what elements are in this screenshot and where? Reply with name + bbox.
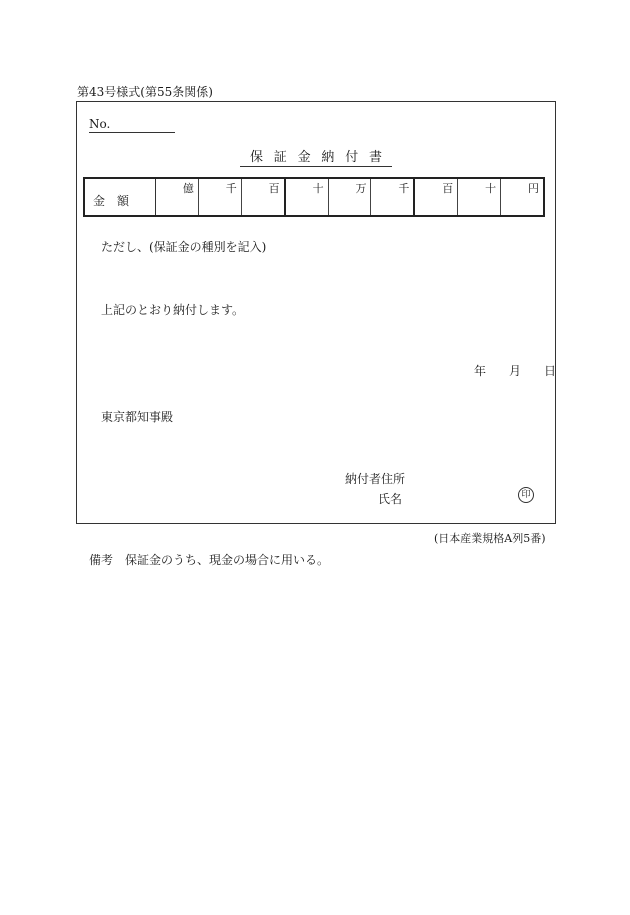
digit-unit-label: 億: [182, 182, 194, 195]
digit-unit-label: 十: [312, 182, 324, 195]
digit-unit-label: 万: [355, 182, 367, 195]
digit-unit-label: 百: [268, 182, 280, 195]
remarks-text: 保証金のうち、現金の場合に用いる。: [125, 553, 330, 567]
document-title: [240, 146, 392, 167]
date-day-label: 日: [543, 364, 556, 378]
date-year-label: 年: [474, 364, 487, 378]
amount-digit-cell[interactable]: [415, 179, 458, 215]
amount-label: [85, 179, 156, 215]
digit-unit-label: 千: [398, 182, 410, 195]
title-char: 書: [368, 150, 382, 165]
title-char: 付: [345, 150, 359, 165]
amount-digit-cell[interactable]: [199, 179, 242, 215]
amount-digit-cell[interactable]: [371, 179, 415, 215]
amount-digit-cell[interactable]: [242, 179, 286, 215]
title-char: 納: [321, 150, 335, 165]
remarks: [89, 551, 329, 568]
amount-table: [83, 177, 545, 217]
form-caption: 第43号様式(第55条関係): [77, 85, 213, 99]
addressee: 東京都知事殿: [101, 410, 174, 424]
payer-address-label: 納付者住所: [345, 472, 406, 486]
payer-name-label: 氏名: [378, 492, 403, 506]
digit-unit-label: 円: [528, 182, 540, 195]
paper-standard-note: (日本産業規格A列5番): [434, 532, 546, 545]
title-char: 証: [273, 150, 287, 165]
amount-label-char: 額: [116, 193, 129, 208]
title-char: 金: [297, 150, 311, 165]
title-char: 保: [250, 150, 264, 165]
date-month-label: 月: [508, 364, 521, 378]
payment-statement: 上記のとおり納付します。: [101, 303, 245, 317]
amount-digit-cell[interactable]: [156, 179, 199, 215]
amount-digit-cell[interactable]: [286, 179, 329, 215]
digit-unit-label: 百: [442, 182, 454, 195]
deposit-type-line: ただし、(保証金の種別を記入): [101, 240, 267, 254]
document-number-label: No.: [89, 117, 175, 133]
digit-unit-label: 十: [485, 182, 497, 195]
amount-digit-cell[interactable]: [458, 179, 501, 215]
amount-digit-cell[interactable]: [329, 179, 372, 215]
amount-label-char: 金: [93, 193, 106, 208]
seal-mark: 印: [518, 487, 534, 503]
amount-digit-cell[interactable]: [501, 179, 543, 215]
digit-unit-label: 千: [225, 182, 237, 195]
date-line: [474, 362, 556, 379]
remarks-label: 備考: [89, 553, 114, 567]
